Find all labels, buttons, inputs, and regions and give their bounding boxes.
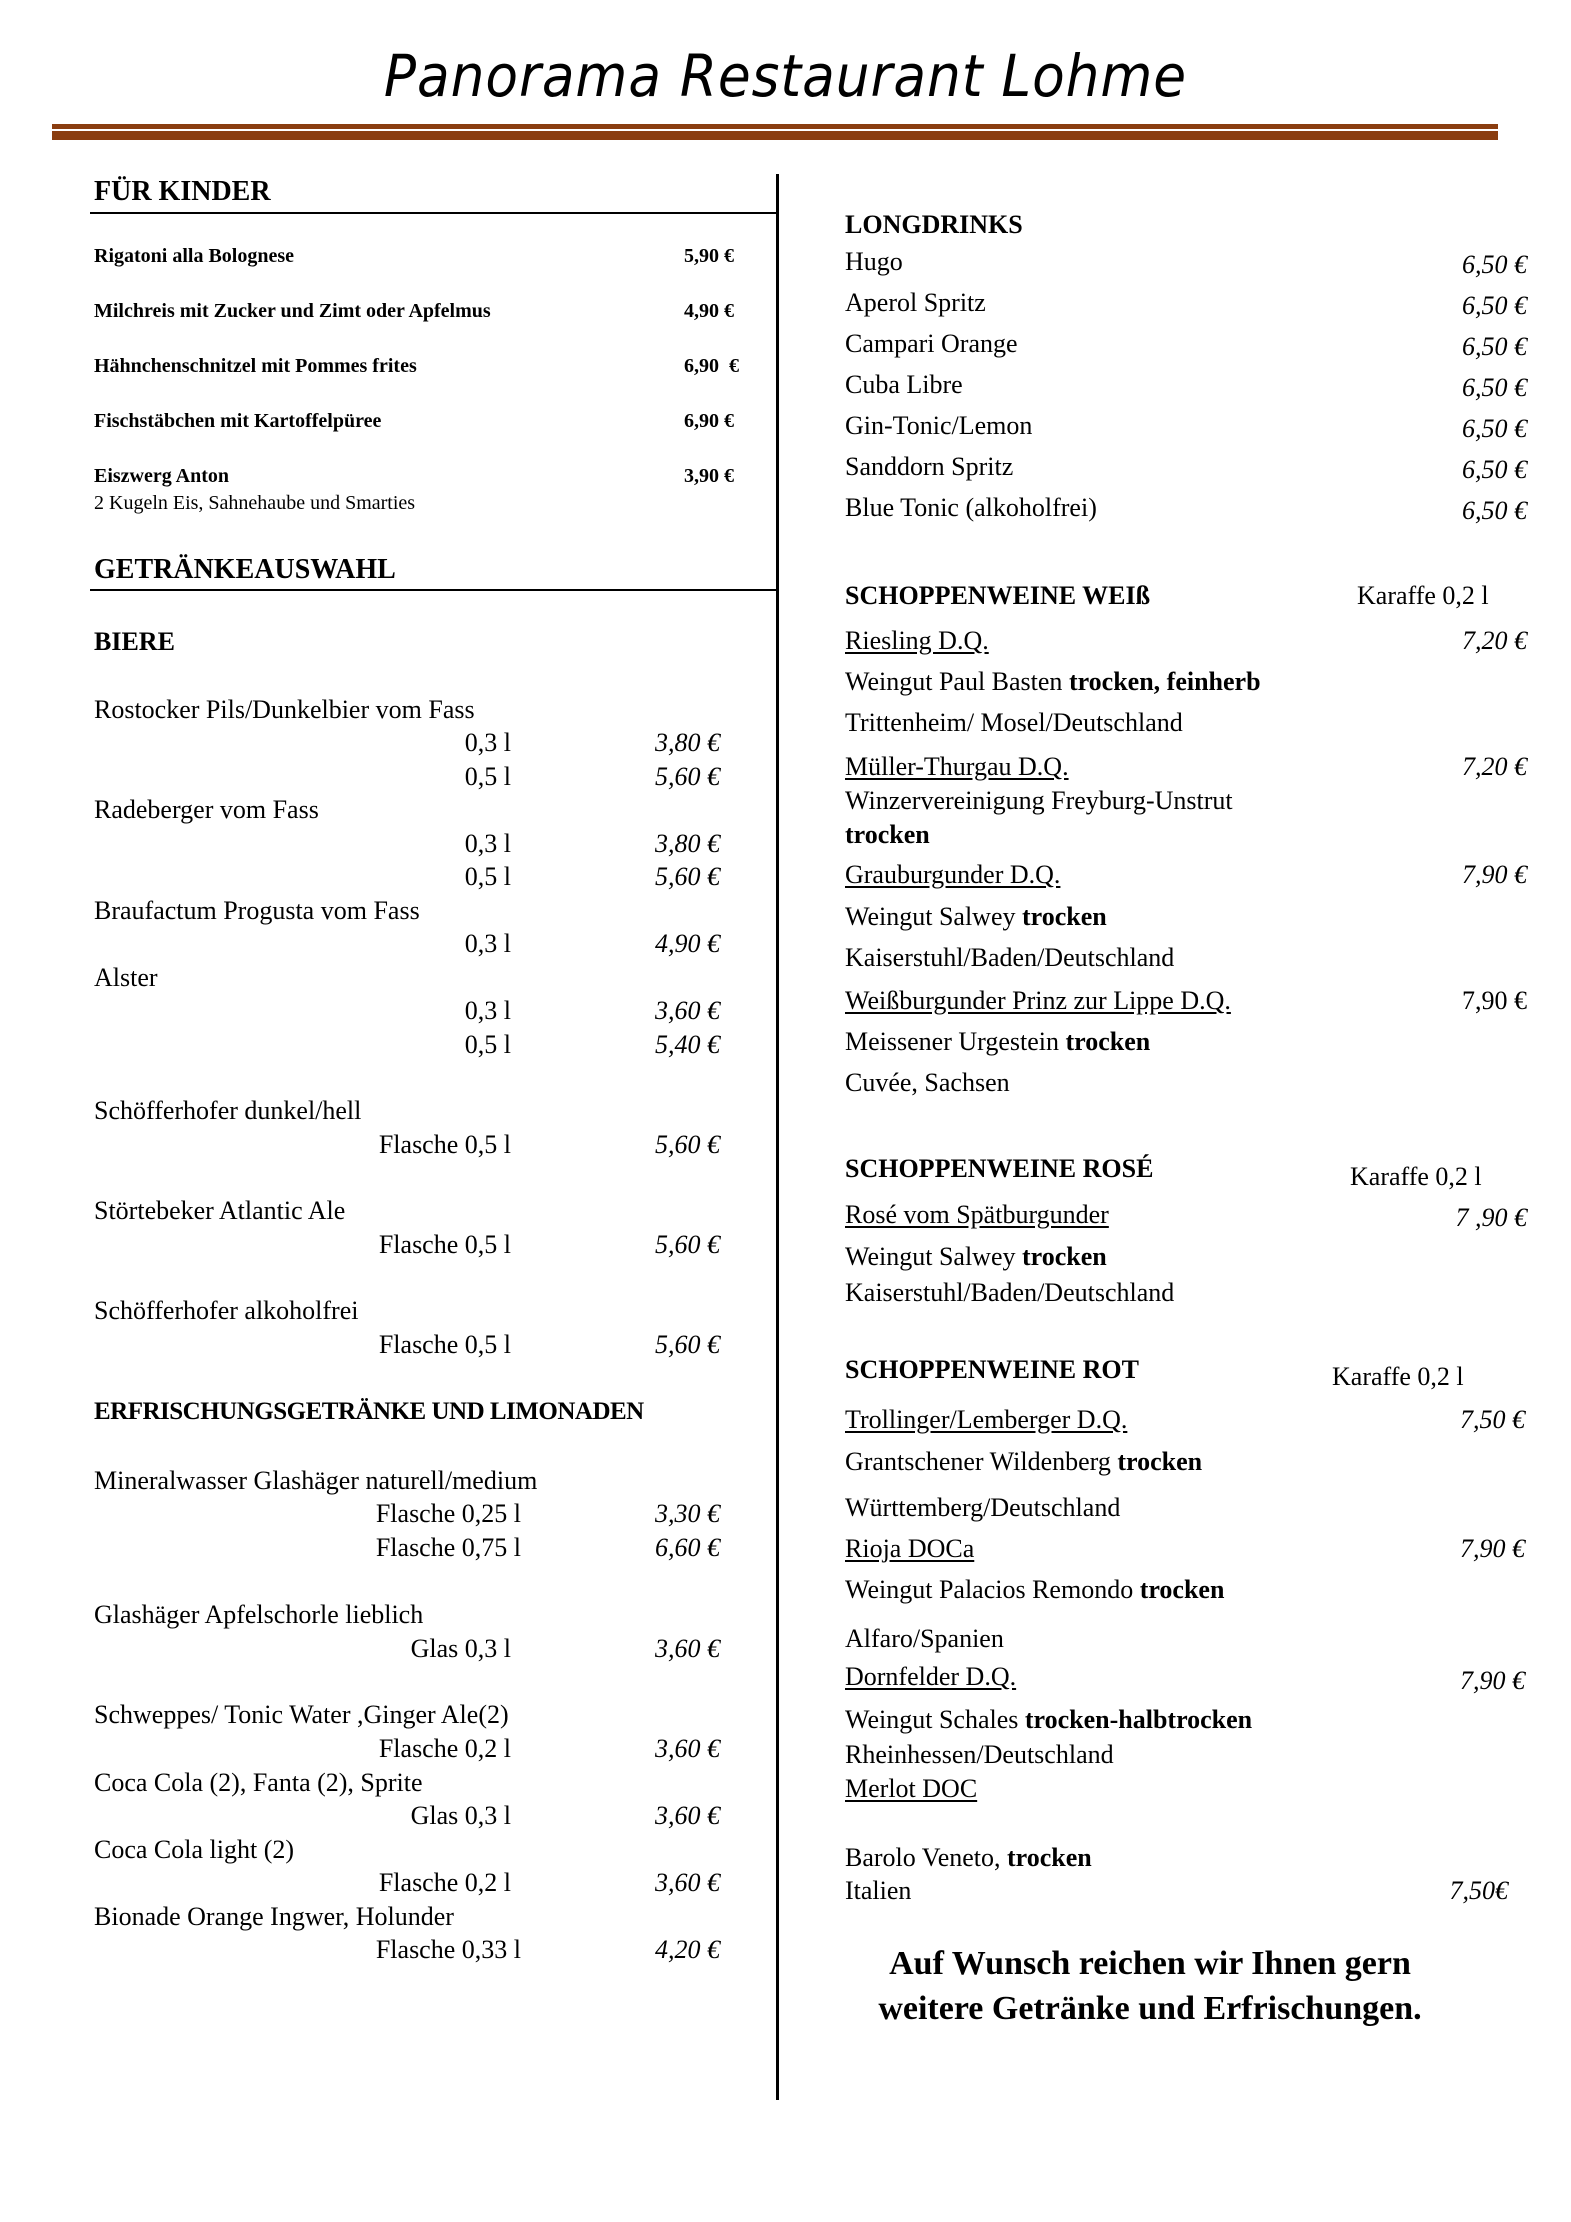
wine-producer-line bbox=[845, 1447, 1202, 1477]
drink-price: 5,60 € bbox=[655, 1130, 720, 1159]
wine-producer-line bbox=[845, 1575, 1224, 1605]
drink-price: 3,60 € bbox=[655, 996, 720, 1025]
drink-size: 0,3 l bbox=[464, 728, 511, 757]
drink-price: 5,60 € bbox=[655, 1230, 720, 1259]
wine-price: 7 ,90 € bbox=[1455, 1203, 1527, 1232]
drink-price: 3,60 € bbox=[655, 1801, 720, 1830]
wine-origin: Rheinhessen/Deutschland bbox=[845, 1740, 1114, 1769]
drink-size: Flasche 0,25 l bbox=[375, 1499, 521, 1528]
drink-name: Schweppes/ Tonic Water ,Ginger Ale(2) bbox=[94, 1700, 509, 1729]
drink-price: 6,60 € bbox=[655, 1533, 720, 1562]
subsection-heading-erfrischung: ERFRISCHUNGSGETRÄNKE UND LIMONADEN bbox=[94, 1398, 644, 1425]
section-heading-kinder: FÜR KINDER bbox=[94, 176, 271, 207]
wine-producer: Winzervereinigung Freyburg-Unstrut bbox=[845, 786, 1233, 815]
drink-price: 6,50 € bbox=[1462, 455, 1527, 484]
wine-origin: Alfaro/Spanien bbox=[845, 1624, 1004, 1653]
menu-item-price: 3,90 € bbox=[684, 465, 734, 487]
wine-style: trocken bbox=[845, 820, 930, 849]
menu-item-price: 4,90 € bbox=[684, 300, 734, 322]
wine-producer-line bbox=[845, 667, 1261, 697]
wine-producer: Meissener Urgestein bbox=[845, 1027, 1059, 1056]
wine-name: Weißburgunder Prinz zur Lippe D.Q. bbox=[845, 986, 1231, 1015]
section-heading-getraenke: GETRÄNKEAUSWAHL bbox=[94, 554, 396, 585]
wine-price: 7,20 € bbox=[1462, 626, 1527, 655]
drink-name: Aperol Spritz bbox=[845, 288, 986, 317]
drink-price: 6,50 € bbox=[1462, 250, 1527, 279]
section-rule bbox=[90, 589, 776, 591]
wine-price: 7,90 € bbox=[1460, 1666, 1525, 1695]
menu-item-price: 6,90 € bbox=[684, 355, 739, 377]
drink-size: Flasche 0,2 l bbox=[378, 1868, 511, 1897]
drink-price: 4,90 € bbox=[655, 929, 720, 958]
drink-price: 3,80 € bbox=[655, 728, 720, 757]
drink-size: Flasche 0,5 l bbox=[378, 1130, 511, 1159]
wine-name: Grauburgunder D.Q. bbox=[845, 860, 1061, 889]
wine-producer: Weingut Salwey bbox=[845, 902, 1016, 931]
drink-name: Blue Tonic (alkoholfrei) bbox=[845, 493, 1097, 522]
drink-price: 3,30 € bbox=[655, 1499, 720, 1528]
drink-size: 0,5 l bbox=[464, 762, 511, 791]
header-rule-thick bbox=[52, 131, 1498, 140]
subsection-heading-biere: BIERE bbox=[94, 627, 175, 656]
menu-item-name: Milchreis mit Zucker und Zimt oder Apfelmus bbox=[94, 300, 491, 322]
wine-style: trocken bbox=[1065, 1027, 1151, 1056]
wine-price: 7,20 € bbox=[1462, 752, 1527, 781]
wine-producer-line bbox=[845, 1242, 1107, 1272]
wine-producer-line bbox=[845, 1843, 1092, 1873]
header-rule-thin bbox=[52, 124, 1498, 129]
drink-name: Radeberger vom Fass bbox=[94, 795, 319, 824]
drink-price: 5,60 € bbox=[655, 1330, 720, 1359]
subsection-heading-weiss: SCHOPPENWEINE WEIß bbox=[845, 581, 1151, 610]
drink-size: Flasche 0,2 l bbox=[378, 1734, 511, 1763]
drink-price: 4,20 € bbox=[655, 1935, 720, 1964]
drink-size: Flasche 0,5 l bbox=[378, 1230, 511, 1259]
drink-price: 5,60 € bbox=[655, 762, 720, 791]
wine-style: trocken bbox=[1007, 1843, 1092, 1872]
drink-name: Campari Orange bbox=[845, 329, 1018, 358]
wine-style: trocken, feinherb bbox=[1068, 667, 1261, 696]
wine-style: trocken bbox=[1022, 1242, 1107, 1271]
wine-style: trocken-halbtrocken bbox=[1024, 1705, 1253, 1734]
wine-producer: Barolo Veneto, bbox=[845, 1843, 1001, 1872]
unit-label: Karaffe 0,2 l bbox=[1332, 1362, 1464, 1391]
menu-item-name: Hähnchenschnitzel mit Pommes frites bbox=[94, 355, 417, 377]
wine-producer: Weingut Palacios Remondo bbox=[845, 1575, 1134, 1604]
drink-name: Rostocker Pils/Dunkelbier vom Fass bbox=[94, 695, 475, 724]
wine-name: Merlot DOC bbox=[845, 1774, 978, 1803]
wine-origin: Cuvée, Sachsen bbox=[845, 1068, 1010, 1097]
drink-size: 0,3 l bbox=[464, 829, 511, 858]
drink-price: 6,50 € bbox=[1462, 291, 1527, 320]
wine-price: 7,90 € bbox=[1462, 986, 1527, 1015]
wine-price: 7,90 € bbox=[1460, 1534, 1525, 1563]
drink-name: Glashäger Apfelschorle lieblich bbox=[94, 1600, 424, 1629]
subsection-heading-rot: SCHOPPENWEINE ROT bbox=[845, 1355, 1139, 1384]
drink-price: 6,50 € bbox=[1462, 414, 1527, 443]
drink-price: 3,60 € bbox=[655, 1868, 720, 1897]
wine-producer: Weingut Salwey bbox=[845, 1242, 1016, 1271]
drink-size: Glas 0,3 l bbox=[410, 1634, 511, 1663]
wine-price: 7,50€ bbox=[1449, 1876, 1508, 1905]
wine-style-line bbox=[845, 820, 930, 850]
wine-origin: Italien bbox=[845, 1876, 912, 1905]
wine-producer-line bbox=[845, 902, 1107, 932]
drink-price: 3,60 € bbox=[655, 1634, 720, 1663]
menu-item-name: Fischstäbchen mit Kartoffelpüree bbox=[94, 410, 382, 432]
wine-name: Rosé vom Spätburgunder bbox=[845, 1200, 1109, 1229]
drink-size: 0,3 l bbox=[464, 996, 511, 1025]
menu-item-price: 6,90 € bbox=[684, 410, 734, 432]
wine-producer-line bbox=[845, 1027, 1150, 1057]
drink-name: Schöfferhofer alkoholfrei bbox=[94, 1296, 359, 1325]
wine-producer-line bbox=[845, 1705, 1252, 1735]
drink-name: Mineralwasser Glashäger naturell/medium bbox=[94, 1466, 538, 1495]
subsection-heading-rose: SCHOPPENWEINE ROSÉ bbox=[845, 1154, 1154, 1183]
drink-price: 3,60 € bbox=[655, 1734, 720, 1763]
drink-name: Schöfferhofer dunkel/hell bbox=[94, 1096, 362, 1125]
drink-size: Flasche 0,5 l bbox=[378, 1330, 511, 1359]
drink-name: Störtebeker Atlantic Ale bbox=[94, 1196, 346, 1225]
unit-label: Karaffe 0,2 l bbox=[1357, 581, 1489, 610]
column-divider bbox=[776, 174, 779, 2100]
footer-note-line-1: Auf Wunsch reichen wir Ihnen gern bbox=[889, 1945, 1411, 1982]
drink-name: Gin-Tonic/Lemon bbox=[845, 411, 1033, 440]
wine-name: Trollinger/Lemberger D.Q. bbox=[845, 1405, 1128, 1434]
drink-price: 5,40 € bbox=[655, 1030, 720, 1059]
wine-origin: Kaiserstuhl/Baden/Deutschland bbox=[845, 943, 1175, 972]
drink-name: Alster bbox=[94, 963, 158, 992]
wine-price: 7,90 € bbox=[1462, 860, 1527, 889]
drink-name: Bionade Orange Ingwer, Holunder bbox=[94, 1902, 454, 1931]
footer-note-line-2: weitere Getränke und Erfrischungen. bbox=[878, 1990, 1422, 2027]
wine-producer: Weingut Schales bbox=[845, 1705, 1019, 1734]
drink-size: 0,5 l bbox=[464, 1030, 511, 1059]
menu-item-name: Eiszwerg Anton bbox=[94, 465, 229, 487]
restaurant-title: Panorama Restaurant Lohme bbox=[383, 42, 1188, 110]
menu-item-description: 2 Kugeln Eis, Sahnehaube und Smarties bbox=[94, 492, 416, 514]
section-rule bbox=[90, 212, 776, 214]
drink-price: 6,50 € bbox=[1462, 332, 1527, 361]
drink-name: Braufactum Progusta vom Fass bbox=[94, 896, 420, 925]
unit-label: Karaffe 0,2 l bbox=[1350, 1162, 1482, 1191]
drink-name: Coca Cola light (2) bbox=[94, 1835, 295, 1864]
menu-item-price: 5,90 € bbox=[684, 245, 734, 267]
drink-size: 0,5 l bbox=[464, 862, 511, 891]
drink-name: Sanddorn Spritz bbox=[845, 452, 1014, 481]
wine-origin: Württemberg/Deutschland bbox=[845, 1493, 1121, 1522]
drink-size: Flasche 0,75 l bbox=[375, 1533, 521, 1562]
drink-size: 0,3 l bbox=[464, 929, 511, 958]
drink-name: Coca Cola (2), Fanta (2), Sprite bbox=[94, 1768, 423, 1797]
wine-name: Dornfelder D.Q. bbox=[845, 1662, 1017, 1691]
wine-style: trocken bbox=[1139, 1575, 1225, 1604]
menu-item-name: Rigatoni alla Bolognese bbox=[94, 245, 295, 267]
drink-price: 5,60 € bbox=[655, 862, 720, 891]
wine-name: Müller-Thurgau D.Q. bbox=[845, 752, 1069, 781]
wine-origin: Trittenheim/ Mosel/Deutschland bbox=[845, 708, 1183, 737]
wine-style: trocken bbox=[1117, 1447, 1203, 1476]
drink-name: Cuba Libre bbox=[845, 370, 963, 399]
wine-producer: Weingut Paul Basten bbox=[845, 667, 1063, 696]
drink-price: 6,50 € bbox=[1462, 496, 1527, 525]
wine-origin: Kaiserstuhl/Baden/Deutschland bbox=[845, 1278, 1175, 1307]
wine-price: 7,50 € bbox=[1460, 1405, 1525, 1434]
drink-size: Flasche 0,33 l bbox=[375, 1935, 521, 1964]
wine-producer: Grantschener Wildenberg bbox=[845, 1447, 1111, 1476]
wine-name: Rioja DOCa bbox=[845, 1534, 975, 1563]
subsection-heading-longdrinks: LONGDRINKS bbox=[845, 210, 1023, 239]
drink-price: 3,80 € bbox=[655, 829, 720, 858]
wine-style: trocken bbox=[1022, 902, 1107, 931]
drink-price: 6,50 € bbox=[1462, 373, 1527, 402]
drink-name: Hugo bbox=[845, 247, 903, 276]
wine-name: Riesling D.Q. bbox=[845, 626, 989, 655]
drink-size: Glas 0,3 l bbox=[410, 1801, 511, 1830]
